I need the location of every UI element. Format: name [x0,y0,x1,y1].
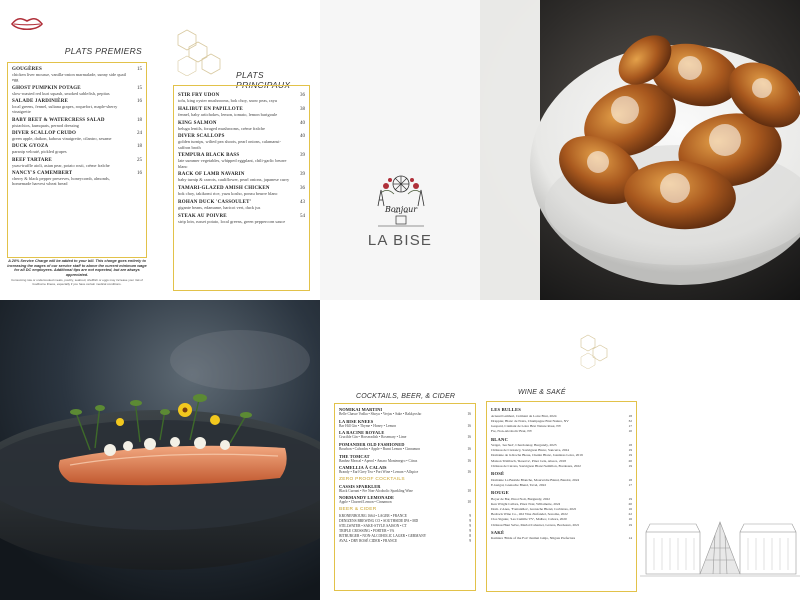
item-price: 16 [467,458,471,463]
menu-item [178,172,305,182]
item-price: 18 [137,144,142,150]
wine-price: 19 [628,463,632,468]
item-price: 54 [300,213,305,219]
beer-label: KRONENBOURG 1664 • LAGER • FRANCE [339,513,407,518]
wine-price: 17 [628,423,632,428]
item-desc: yuzu-truffle aioli, asian pear, potato rosti, crème fraîche [12,162,110,168]
wine-price: 16 [628,506,632,511]
plated-dish-photo-image [0,300,320,600]
item-desc: Bourbon • Calvados • Apple • Burnt Lemon • Cinnamon [339,447,420,452]
madeleines-photo [480,0,800,300]
cocktail-item [339,442,471,451]
menu-item [178,121,305,131]
item-desc: Apple • Charred Lemon • Cinnamon [339,500,392,505]
wine-price: 19 [628,453,632,458]
wine-price: 22 [628,512,632,517]
item-desc: bok choy, takikomi rice, yuzu kosho, ponzu beurre blanc [178,191,278,197]
wine-label: Bedrock Wine Co., Old Vine Zinfandel, Sonoma, 2022 [491,512,568,517]
menu-box [7,62,147,258]
menu-box [334,403,476,591]
item-name: GOUGÈRES [12,67,42,72]
item-price: 10 [467,500,471,505]
wine-label: Boyer de Bar, Pinot Noir, Burgundy, 2022 [491,496,551,501]
wine-label: Gaspard, Crémant de Loire Brut Nature Rosé, NV [491,423,562,428]
wine-price: 19 [628,522,632,527]
cocktail-item [339,495,471,504]
item-price: 16 [467,423,471,428]
menu-item [12,99,142,114]
item-name: HALIBUT EN PAPILLOTE [178,106,243,112]
brand-panel [320,0,480,300]
wine-label: Ken Wright Cellars, Pinot Noir, Willamette, 2024 [491,501,561,506]
wine-label: Kamiara 'Bride of the Fox' Junmai Ginjo, Niigata Prefecture [491,536,576,541]
beer-price: 8 [469,533,471,538]
hexagon-decoration-icon [578,333,614,369]
beer-label: TRIPLE CROSSING • PORTER • VA [339,528,395,533]
cocktail-item [339,454,471,463]
wine-label: E.Guigal, Grenache Blend, Tavel, 2022 [491,482,547,487]
plats-premiers-panel [0,0,160,300]
item-name: RACK OF LAMB NAVARIN [178,172,245,178]
item-name: DIVER SCALLOPS [178,134,225,140]
item-name: NORMANDY LEMONADE [339,495,395,501]
item-desc: pistachios, kumquats, pernod dressing [12,122,79,128]
section-title: PLATS PRINCIPAUX [236,70,291,90]
wine-price: 18 [628,413,632,418]
item-name: LA BISE KNEES [339,418,374,424]
wine-label: Château de Cérons, Sauvignon Blanc/Semillon, Bordeaux, 2022 [491,463,581,468]
cocktail-item [339,419,471,428]
item-price: 15 [137,85,142,91]
cocktail-item [339,407,471,416]
item-desc: chicken liver mousse, vanilla-onion marmalade, sunny side quail egg [12,72,127,83]
wine-section-heading: ROSÉ [491,471,505,477]
beer-price: 9 [469,518,471,523]
section-title: WINE & SAKÉ [518,389,566,396]
madeleines-photo-image [480,0,800,300]
item-name: CAMELLIA À CALAIS [339,465,387,471]
item-desc: Brandy • Earl Grey Tea • Port Wine • Lemon • Allspice [339,470,419,475]
menu-item [12,158,142,168]
beer-price: 9 [469,538,471,543]
beer-price: 9 [469,523,471,528]
item-name: STEAK AU POIVRE [178,213,227,219]
health-note: Consuming raw or undercooked meats, poultry, seafood, shellfish or eggs may increase your risk of foodborne illness, especially if you have certain medical conditions. [11,278,143,287]
item-name: BABY BEET & WATERCRESS SALAD [12,117,105,123]
beer-cider-heading: BEER & CIDER [339,507,377,512]
zero-proof-heading: ZERO PROOF COCKTAILS [339,477,405,483]
menu-item [12,67,142,82]
eiffel-tower-emblem-icon [372,172,430,228]
menu-item [178,153,305,168]
wine-price: 17 [628,482,632,487]
item-desc: beluga lentils, foraged mushrooms, crème fraîche [178,125,265,131]
item-price: 36 [300,186,305,192]
item-price: 16 [137,98,142,104]
emblem-script-text: Bonjour [384,205,418,214]
wine-sake-panel [480,300,640,600]
wine-section-heading: SAKÉ [491,530,505,536]
item-name: ROHAN DUCK 'CASSOULET' [178,199,252,205]
item-name: LA RACINE ROYALE [339,430,385,436]
hexagon-decoration-icon [174,28,224,76]
item-name: POMANDER OLD FASHIONED [339,442,405,448]
section-title: PLATS PREMIERS [64,46,142,56]
item-name: NANCY'S CAMEMBERT [12,171,73,177]
item-name: SALADE JARDINIÈRE [12,98,69,104]
item-name: THE TOMCAT [339,453,370,459]
cocktail-item [339,465,471,474]
item-price: 15 [137,67,142,72]
item-name: DIVER SCALLOP CRUDO [12,130,77,136]
wine-item [491,483,632,488]
beer-label: STILLWATER • SAKE-STYLE SAISON • CT [339,523,407,528]
wine-label: Maison Trimbach, 'Reserve', Pinot Gris, Alsace, 2018 [491,458,566,463]
item-price: 38 [300,106,305,112]
menu-item [178,107,305,117]
wine-item [491,536,632,541]
item-price: 43 [300,199,305,205]
item-price: 16 [467,470,471,475]
item-desc: tofu, king oyster mushrooms, bok choy, snow peas, rayu [178,98,277,103]
beer-price: 9 [469,528,471,533]
beer-label: AVAL • DRY ROSÉ CIDER • FRANCE [339,538,398,543]
wine-price: 18 [628,477,632,482]
wine-label: Château de Crézancy, Sauvignon Blanc, Sancerre, 2024 [491,448,570,453]
wine-label: Domaine La Bastide Blanche, Mourvèdre Blend, Bandol, 2024 [491,477,580,482]
wine-label: Château Haut Selve, Merlot/Cabernet, Graves, Bordeaux, 2021 [491,522,580,527]
item-price: 24 [137,130,142,136]
item-price: 40 [300,134,305,140]
item-desc: gigante beans, edamame, haricot vert, duck jus [178,204,261,210]
brand-name: LA BISE [367,232,433,249]
item-name: DUCK GYOZA [12,144,49,150]
wine-price: 32 [628,418,632,423]
item-price: 25 [137,157,142,163]
item-name: TAMARI-GLAZED AMISH CHICKEN [178,186,270,192]
beer-price: 9 [469,513,471,518]
wine-price: 16 [628,517,632,522]
menu-item [178,186,305,196]
wine-item [491,523,632,528]
wine-item [491,464,632,469]
menu-item [178,200,305,210]
item-name: CASSIS SPARKLER [339,483,381,489]
item-price: 39 [300,153,305,159]
menu-item [12,118,142,128]
beer-label: DENIZENS BREWING CO • SOUTHSIDE IPA • MD [339,518,419,523]
item-price: 18 [137,117,142,123]
menu-item [178,214,305,224]
item-desc: parsnip velouté, pickled grapes [12,149,67,155]
item-price: 16 [467,447,471,452]
cocktail-item [339,430,471,439]
menu-item [12,86,142,96]
item-price: 16 [467,412,471,416]
item-desc: Banhez Mezcal • Aperol • Amaro Montenegro • Citrus [339,458,418,463]
wine-price: 20 [628,458,632,463]
section-title: COCKTAILS, BEER, & CIDER [356,393,456,400]
item-desc: Black Currant • Fre Non-Alcoholic Sparkling Wine [339,488,413,493]
wine-section-heading: BLANC [491,436,509,442]
item-desc: golden turnips, wilted pea shoots, pearl onions, calamansi-saffron broth [178,139,281,150]
wine-price: 14 [628,536,632,541]
item-price: 10 [467,488,471,493]
item-desc: local greens, fennel, sultana grapes, roquefort, maple-sherry vinaigrette [12,103,118,115]
wine-label: Arnaud Lambert, Crémant de Loire Brut, 2024 [491,413,557,418]
item-name: GHOST PUMPKIN POTAGE [12,85,81,91]
wine-section-heading: ROUGE [491,490,509,496]
wine-item [491,429,632,434]
menu-item [178,93,305,103]
cocktail-item [339,484,471,493]
wine-section-heading: LES BULLES [491,407,521,413]
item-desc: green apple, daikon, kabosu vinaigrette, cilantro, sesame [12,135,112,141]
menu-item [12,144,142,154]
plats-principaux-panel [160,0,320,300]
louvre-pyramid-sketch-icon [640,300,800,600]
menu-box [486,401,637,592]
item-name: TEMPURA BLACK BASS [178,153,240,159]
item-desc: slow-roasted red kuri squash, smoked sablefish, pepitas [12,90,110,96]
item-desc: Bar Hill Gin • Thyme • Honey • Lemon [339,423,397,428]
lips-logo-icon [10,16,44,32]
item-desc: Crucible Gin • Horseradish • Rosemary • Lime [339,435,407,440]
wine-label: Clos Siguier, 'Les Camille VV', Malbec, Cahors, 2020 [491,517,567,522]
plated-dish-photo [0,300,320,600]
item-price: 40 [300,120,305,126]
wine-price: 10 [628,429,632,434]
item-price: 16 [137,171,142,177]
beer-label: BITBURGER • NON-ALCOHOLIC LAGER • GERMANY [339,533,427,538]
service-charge-note: A 20% Service Charge will be added to your bill. This charge goes entirely to increasing the wages of our service staff to above the current minimum wage for all DC employees. Additional tips are not expected, but are always appreciated. [7,259,147,277]
beer-item [339,539,471,544]
wine-price: 18 [628,442,632,447]
item-desc: cherry & black pepper preserves, honeycomb, almonds, homemade harvest wheat bread [12,176,110,187]
item-name: KING SALMON [178,120,217,126]
wine-label: Fre, Non-Alcoholic Brut, NV [491,429,533,434]
wine-label: Drappier, Blanc de Noirs, Champagne Brut Nature, NV [491,418,569,423]
wine-price: 20 [628,501,632,506]
wine-price: 19 [628,496,632,501]
wine-label: Domaine de la Roche Bleue, Chenin Blanc, Jasnières Loire, 2019 [491,453,583,458]
item-desc: strip loin, russet potato, local greens, green peppercorn sauce [178,218,286,224]
item-desc: baby turnip & carrots, cauliflower, pearl onions, japanese curry [178,177,290,183]
item-desc: fennel, baby artichokes, lemon, tomato, lemon barigoule [178,111,278,117]
item-price: 39 [300,172,305,178]
wine-label: Dom. 2 Anes, 'Fontanilles', Grenache Blend, Corbières, 2020 [491,506,577,511]
item-price: 16 [467,435,471,440]
menu-notes [7,259,147,287]
item-desc: Belle Chasse Vodka • Shoyu • Verjus • Sake • Rakkyosho [339,412,422,416]
item-name: STIR FRY UDON [178,93,220,98]
menu-item [12,171,142,186]
menu-item [12,131,142,141]
wine-price: 19 [628,448,632,453]
cocktails-panel [320,300,480,600]
item-price: 36 [300,93,305,98]
item-desc: late summer vegetables, whipped eggplant, chili-garlic beurre blanc [178,158,287,169]
item-name: BEEF TARTARE [12,157,52,163]
item-name: NOMIKAI MARTINI [339,407,383,412]
wine-label: Verget, 'Au Sud', Chardonnay, Burgundy, 2023 [491,442,557,447]
louvre-sketch-panel [640,300,800,600]
menu-box [173,85,310,291]
menu-item [178,134,305,149]
